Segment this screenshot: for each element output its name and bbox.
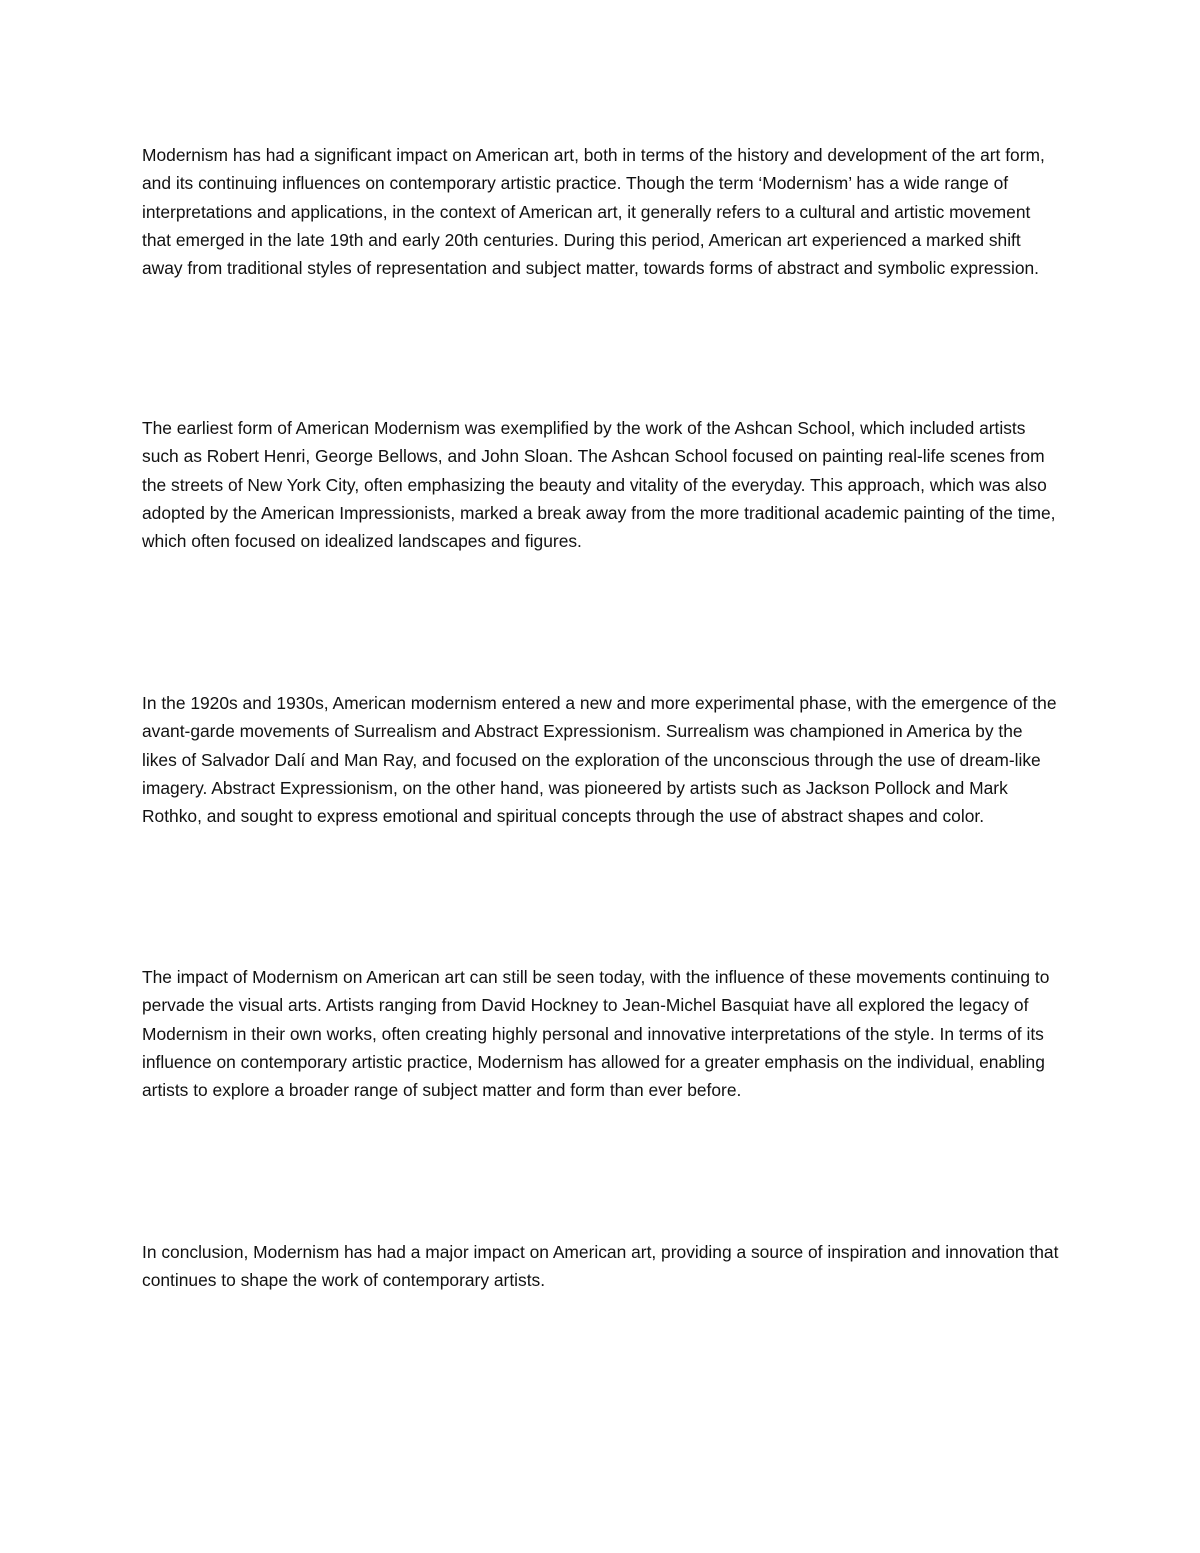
paragraph-conclusion: In conclusion, Modernism has had a major impact on American art, providing a source of inspiration and innovation that continues to shape the work of contemporary artists. bbox=[142, 1242, 1059, 1291]
paragraph-introduction: Modernism has had a significant impact on American art, both in terms of the history and development of the art form, and its continuing influences on contemporary artistic practice. Though the term ‘Modernism’ has a wide range of interpretations and applications, in the context of American art, it generally refers to a cultural and artistic movement that emerged in the late 19th and early 20th centuries. During this period, American art experienced a marked shift away from traditional styles of representation and subject matter, towards forms of abstract and symbolic expression. bbox=[142, 145, 1045, 279]
paragraph-ashcan-school: The earliest form of American Modernism was exemplified by the work of the Ashcan School, which included artists such as Robert Henri, George Bellows, and John Sloan. The Ashcan School focused on painting real-life scenes from the streets of New York City, often emphasizing the beauty and vitality of the everyday. This approach, which was also adopted by the American Impressionists, marked a break away from the more traditional academic painting of the time, which often focused on idealized landscapes and figures. bbox=[142, 418, 1056, 552]
paragraph-contemporary-impact: The impact of Modernism on American art can still be seen today, with the influence of these movements continuing to pervade the visual arts. Artists ranging from David Hockney to Jean-Michel Basquiat have all explored the legacy of Modernism in their own works, often creating highly personal and innovative interpretations of the style. In terms of its influence on contemporary artistic practice, Modernism has allowed for a greater emphasis on the individual, enabling artists to explore a broader range of subject matter and form than ever before. bbox=[142, 967, 1050, 1101]
paragraph-experimental-phase: In the 1920s and 1930s, American modernism entered a new and more experimental phase, with the emergence of the avant-garde movements of Surrealism and Abstract Expressionism. Surrealism was championed in America by the likes of Salvador Dalí and Man Ray, and focused on the exploration of the unconscious through the use of dream-like imagery. Abstract Expressionism, on the other hand, was pioneered by artists such as Jackson Pollock and Mark Rothko, and sought to express emotional and spiritual concepts through the use of abstract shapes and color. bbox=[142, 693, 1057, 827]
